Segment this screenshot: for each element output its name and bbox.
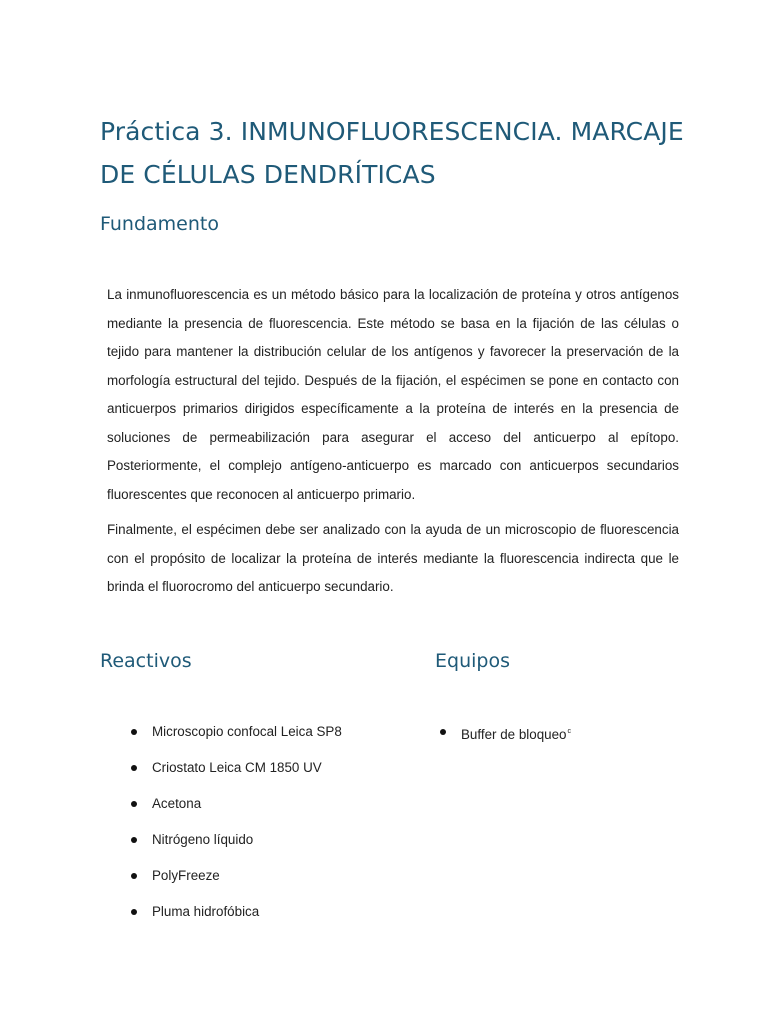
bullet-icon bbox=[131, 909, 137, 915]
list-item-label: Acetona bbox=[152, 796, 202, 811]
paragraph-fundamento-1: La inmunofluorescencia es un método básico para la localización de proteína y otros antígenos mediante la presencia de fluorescencia. Este método se basa en la fijación de las células o tejido para mantener la distribución celular de los antígenos y favorecer la preservación de la morfología estructural del tejido. Después de la fijación, el espécimen se pone en contacto con anticuerpos primarios dirigidos específicamente a la proteína de interés en la presencia de soluciones de permeabilización para asegurar el acceso del anticuerpo al epítopo. Posteriormente, el complejo antígeno-anticuerpo es marcado con anticuerpos secundarios fluorescentes que reconocen al anticuerpo primario. bbox=[107, 287, 679, 502]
list-item bbox=[152, 830, 342, 866]
bullet-icon bbox=[131, 873, 137, 879]
list-item-label: Nitrógeno líquido bbox=[152, 832, 254, 847]
list-item bbox=[152, 794, 342, 830]
bullet-icon bbox=[131, 729, 137, 735]
paragraph-fundamento-2: Finalmente, el espécimen debe ser analizado con la ayuda de un microscopio de fluorescencia con el propósito de localizar la proteína de interés mediante la fluorescencia indirecta que le brinda el fluorocromo del anticuerpo secundario. bbox=[107, 522, 679, 594]
bullet-icon bbox=[131, 837, 137, 843]
page-title: Práctica 3. INMUNOFLUORESCENCIA. MARCAJE DE CÉLULAS DENDRÍTICAS bbox=[100, 117, 684, 189]
section-heading-reactivos: Reactivos bbox=[100, 650, 192, 672]
list-item-label: Pluma hidrofóbica bbox=[152, 904, 260, 919]
bullet-icon bbox=[131, 801, 137, 807]
section-heading-fundamento: Fundamento bbox=[100, 213, 219, 235]
list-item-label: Microscopio confocal Leica SP8 bbox=[152, 724, 342, 739]
equipos-list bbox=[461, 722, 571, 758]
bullet-icon bbox=[131, 765, 137, 771]
footnote-marker: c bbox=[567, 728, 571, 735]
list-item bbox=[152, 902, 342, 938]
list-item bbox=[152, 758, 342, 794]
list-item bbox=[152, 722, 342, 758]
list-item-label: Buffer de bloqueo bbox=[461, 727, 567, 742]
list-item-label: Criostato Leica CM 1850 UV bbox=[152, 760, 322, 775]
bullet-icon bbox=[440, 729, 446, 735]
reactivos-list bbox=[152, 722, 342, 938]
list-item bbox=[152, 866, 342, 902]
list-item bbox=[461, 722, 571, 758]
section-heading-equipos: Equipos bbox=[435, 650, 510, 672]
list-item-label: PolyFreeze bbox=[152, 868, 220, 883]
